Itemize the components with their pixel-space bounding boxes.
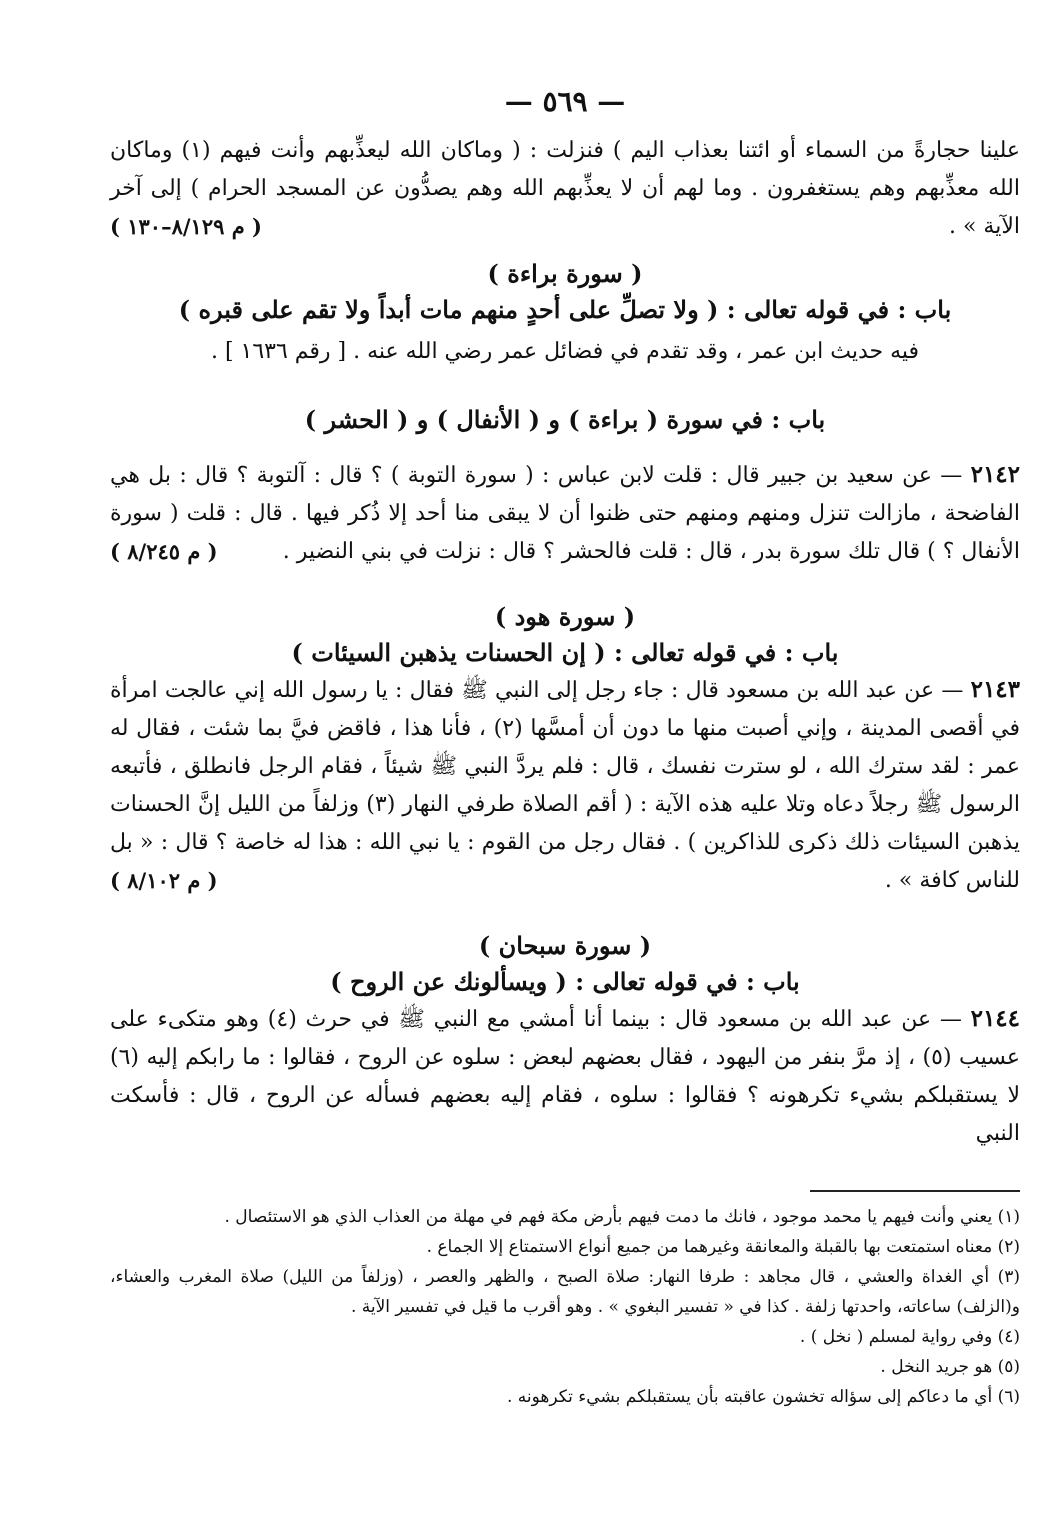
section-heading-hud: باب : في قوله تعالى : ( إن الحسنات يذهبن السيئات ) <box>291 638 839 667</box>
hadith-text: — عن سعيد بن جبير قال : قلت لابن عباس : ( سورة التوبة ) ؟ قال : آلتوبة ؟ قال : بل هي الفاضحة ، مازالت تنزل ومنهم ومنهم حتى ظنوا أن لا يبقى منا أحد إلا ذُكر فيها . قال : قلت ( سورة الأنفال ؟ ) قال تلك سورة بدر ، قال : قلت فالحشر ؟ قال : نزلت في بني النضير . <box>110 463 1020 564</box>
hadith-number: ٢١٤٣ <box>970 676 1021 703</box>
intro-text: علينا حجارةً من السماء أو ائتنا بعذاب اليم ) فنزلت : ( وماكان الله ليعذِّبهم وأنت فيهم (١) وماكان الله معذِّبهم وهم يستغفرون . وما لهم أن لا يعذِّبهم الله وهم يصدُّون عن المسجد الحرام ) إلى آخر الآية » . <box>110 138 1020 239</box>
hadith-reference: ( م ٨/٢٤٥ ) <box>110 539 218 564</box>
chapter-title-baraa: ( سورة براءة ) <box>487 259 643 288</box>
section-heading-baraa: باب : في قوله تعالى : ( ولا تصلِّ على أحدٍ منهم مات أبداً ولا تقم على قبره ) <box>178 295 952 324</box>
footnote-4: (٤) وفي رواية لمسلم ( نخل ) . <box>799 1327 1020 1347</box>
intro-reference: ( م ٨/١٢٩–١٣٠ ) <box>110 214 262 239</box>
hadith-text: — عن عبد الله بن مسعود قال : بينما أنا أمشي مع النبي ﷺ في حرث (٤) وهو متكىء على عسيب (٥) ، إذ مرَّ بنفر من اليهود ، فقال بعضهم لبعض : سلوه عن الروح ، فقالوا : ما رابكم إليه (٦) لا يستقبلكم بشيء تكرهونه ؟ فقالوا : سلوه ، فقام إليه بعضهم فسأله عن الروح ، قال : فأسكت النبي <box>110 1007 1021 1146</box>
footnote-1: (١) يعني وأنت فيهم يا محمد موجود ، فانك ما دمت فيهم بأرض مكة فهم في مهلة من العذاب الذي هو الاستئصال . <box>224 1207 1020 1227</box>
chapter-title-hud: ( سورة هود ) <box>494 602 636 631</box>
footnote-5: (٥) هو جريد النخل . <box>880 1357 1020 1377</box>
footnote-3: (٣) أي الغداة والعشي ، قال مجاهد : طرفا النهار: صلاة الصبح ، والظهر والعصر ، (وزلفاً من الليل) صلاة المغرب والعشاء، و(الزلف) ساعاته، واحدتها زلفة . كذا في « تفسير البغوي » . وهو أقرب ما قيل في تفسير الآية . <box>110 1267 1020 1317</box>
hadith-2142 <box>110 456 1020 571</box>
section-heading-anfal: باب : في سورة ( براءة ) و ( الأنفال ) و ( الحشر ) <box>304 405 826 434</box>
hadith-2143 <box>110 671 1020 900</box>
footnotes <box>110 1190 1020 1412</box>
cross-reference-note: فيه حديث ابن عمر ، وقد تقدم في فضائل عمر رضي الله عنه . [ رقم ١٦٣٦ ] . <box>210 339 920 364</box>
intro-paragraph <box>110 132 1020 246</box>
hadith-2144 <box>110 1000 1020 1153</box>
footnote-divider <box>810 1190 1020 1192</box>
section-heading-subhan: باب : في قوله تعالى : ( ويسألونك عن الروح ) <box>330 967 800 996</box>
hadith-number: ٢١٤٢ <box>970 461 1021 488</box>
chapter-title-subhan: ( سورة سبحان ) <box>478 931 652 960</box>
footnote-6: (٦) أي ما دعاكم إلى سؤاله تخشون عاقبته بأن يستقبلكم بشيء تكرهونه . <box>507 1387 1020 1407</box>
page-number: — ٥٦٩ — <box>504 85 626 118</box>
hadith-text: — عن عبد الله بن مسعود قال : جاء رجل إلى النبي ﷺ فقال : يا رسول الله إني عالجت امرأة في أقصى المدينة ، وإني أصبت منها ما دون أن أمسَّها (٢) ، فأنا هذا ، فاقض فيَّ بما شئت ، فقال له عمر : لقد سترك الله ، لو سترت نفسك ، قال : فلم يردَّ النبي ﷺ شيئاً ، فقام الرجل فانطلق ، فأتبعه الرسول ﷺ رجلاً دعاه وتلا عليه هذه الآية : ( أقم الصلاة طرفي النهار (٣) وزلفاً من الليل إنَّ الحسنات يذهبن السيئات ذلك ذكرى للذاكرين ) . فقال رجل من القوم : يا نبي الله : هذا له خاصة ؟ قال : « بل للناس كافة » . <box>110 678 1020 893</box>
hadith-number: ٢١٤٤ <box>970 1005 1021 1032</box>
page-body <box>110 85 1020 1153</box>
footnote-2: (٢) معناه استمتعت بها بالقبلة والمعانقة وغيرهما من جميع أنواع الاستمتاع إلا الجماع . <box>426 1237 1020 1257</box>
hadith-reference: ( م ٨/١٠٢ ) <box>110 868 218 893</box>
